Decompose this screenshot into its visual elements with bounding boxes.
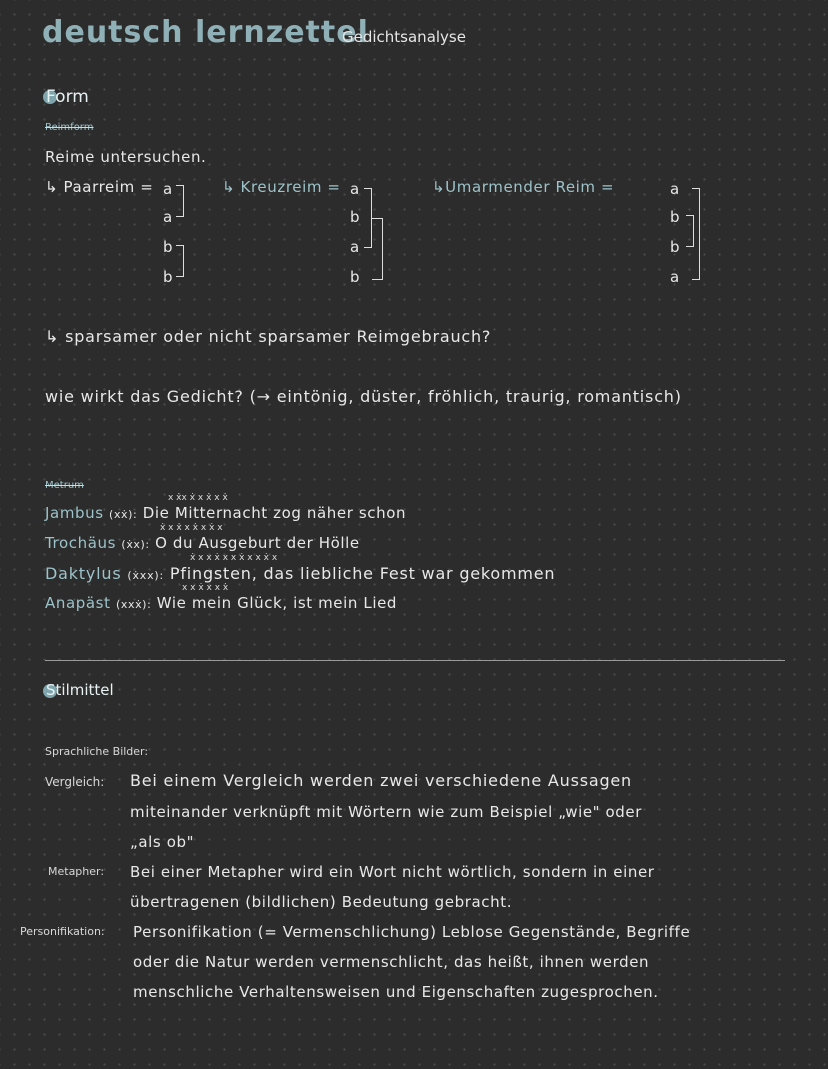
sprachliche-bilder-label: Sprachliche Bilder: [45, 745, 149, 758]
rhyme-letter: a [163, 208, 173, 226]
metrum-name: Anapäst [45, 594, 111, 612]
definition-line: Personifikation (= Vermenschlichung) Leblose Gegenstände, Begriffe [133, 923, 691, 941]
rhyme-letter: b [670, 208, 681, 226]
scheme-label-umarmend: ↳Umarmender Reim = [432, 178, 615, 196]
definition-line: oder die Natur werden vermenschlicht, das heißt, ihnen werden [133, 953, 650, 971]
question-reimgebrauch: ↳ sparsamer oder nicht sparsamer Reimgebrauch? [45, 327, 492, 346]
term-vergleich: Vergleich: [45, 775, 105, 789]
definition-line: „als ob" [130, 833, 195, 851]
rhyme-bracket [686, 215, 694, 247]
metrum-example: Pfingsten, das liebliche Fest war gekommen [169, 564, 556, 583]
definition-line: Bei einer Metapher wird ein Wort nicht wörtlich, sondern in einer [130, 863, 655, 881]
section-divider [45, 660, 785, 661]
rhyme-letter: a [350, 238, 360, 256]
scheme-label-kreuzreim: ↳ Kreuzreim = [222, 178, 341, 196]
rhyme-letter: b [163, 238, 174, 256]
metrum-name: Trochäus [45, 534, 117, 552]
rhyme-letter: a [670, 268, 680, 286]
metrum-example: Die Mitternacht zog näher schon [142, 504, 407, 522]
rhyme-bracket [372, 218, 383, 280]
definition-line: übertragenen (bildlichen) Bedeutung gebracht. [130, 893, 513, 911]
reimform-label: Reimform [45, 122, 94, 133]
rhyme-letter: b [350, 208, 361, 226]
scheme-label-paarreim: ↳ Paarreim = [45, 178, 154, 196]
rhyme-letter: a [163, 180, 173, 198]
definition-line: menschliche Verhaltensweisen und Eigenschaften zugesprochen. [133, 983, 659, 1001]
metrum-row-anapaest [45, 596, 397, 611]
stress-marks: x ẋx ẋ x ẋ x ẋ [168, 493, 228, 503]
stress-marks: x x ẋ x x ẋ [182, 583, 229, 593]
section-heading-stilmittel [46, 683, 114, 698]
section-heading-form [46, 89, 89, 106]
rhyme-letter: a [350, 180, 360, 198]
metrum-row-daktylus [45, 566, 555, 582]
rhyme-letter: b [350, 268, 361, 286]
page-subtitle: Gedichtsanalyse [342, 28, 466, 46]
stilmittel-heading-text: Stilmittel [46, 681, 114, 699]
definition-line: miteinander verknüpft mit Wörtern wie zum Beispiel „wie" oder [130, 803, 643, 821]
metrum-pattern: (ẋx): [121, 538, 150, 551]
metrum-label: Metrum [45, 480, 84, 491]
rhyme-bracket [176, 185, 184, 217]
reime-intro: Reime untersuchen. [45, 148, 207, 166]
metrum-row-jambus [45, 506, 406, 521]
metrum-row-trochaeus [45, 536, 360, 551]
form-heading-text: Form [46, 87, 89, 107]
stress-marks: ẋ x x ẋ x x ẋ x x ẋ x [190, 553, 278, 563]
metrum-name: Daktylus [45, 564, 122, 583]
term-metapher: Metapher: [48, 865, 105, 878]
metrum-example: Wie mein Glück, ist mein Lied [156, 594, 398, 612]
metrum-pattern: (xẋ): [109, 508, 138, 521]
metrum-pattern: (xxẋ): [115, 598, 152, 611]
rhyme-letter: a [670, 180, 680, 198]
question-wirkung: wie wirkt das Gedicht? (→ eintönig, düster, fröhlich, traurig, romantisch) [45, 387, 682, 406]
metrum-example: O du Ausgeburt der Hölle [155, 534, 360, 552]
definition-line: Bei einem Vergleich werden zwei verschiedene Aussagen [130, 771, 632, 790]
rhyme-bracket [364, 188, 372, 248]
metrum-name: Jambus [45, 504, 104, 522]
metrum-pattern: (ẋxx): [127, 569, 164, 582]
rhyme-letter: b [670, 238, 681, 256]
page-title: deutsch lernzettel [42, 15, 369, 50]
stress-marks: ẋ x ẋ x ẋ x ẋ x [160, 523, 223, 533]
rhyme-letter: b [163, 268, 174, 286]
rhyme-bracket [176, 245, 184, 277]
term-personifikation: Personifikation: [20, 925, 105, 938]
